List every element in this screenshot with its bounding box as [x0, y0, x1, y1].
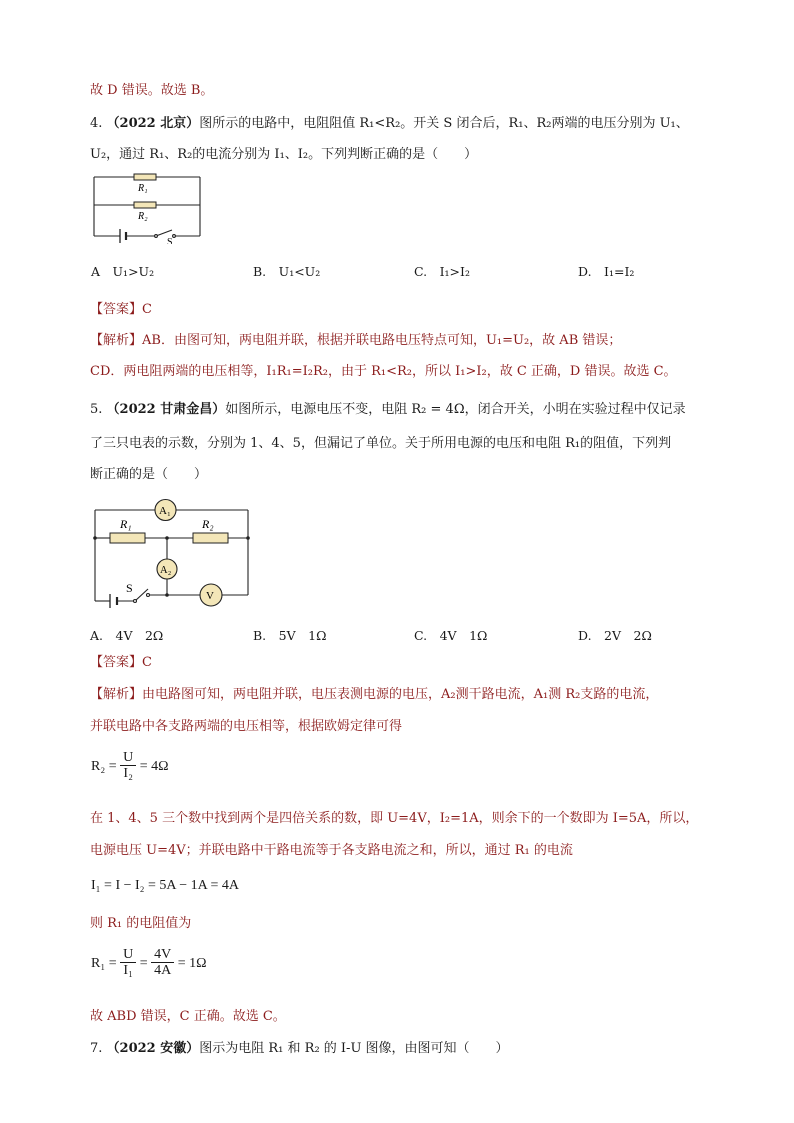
question-7-line-1: [90, 1042, 509, 1055]
label-a2: A₂: [160, 565, 172, 576]
conclusion-line: 故 D 错误。故选 B。: [90, 83, 214, 98]
denominator: 4A: [154, 963, 172, 979]
junction-dot: [165, 593, 169, 597]
explanation-line: 【解析】由电路图可知，两电阻并联，电压表测电源的电压，A₂测干路电流，A₁测 R₂支路的电流，: [90, 687, 659, 702]
resistor-r2: [134, 202, 156, 208]
explanation-line: 并联电路中各支路两端的电压相等，根据欧姆定律可得: [90, 719, 403, 734]
explanation-line: 电源电压 U=4V；并联电路中干路电流等于各支路电流之和，所以，通过 R₁ 的电流: [90, 843, 573, 858]
conclusion-line: 故 ABD 错误，C 正确。故选 C。: [90, 1009, 286, 1024]
equation-r2: [91, 750, 169, 783]
junction-dot: [246, 536, 250, 540]
answer-label: 【答案】C: [90, 302, 152, 317]
question-text: 如图所示，电源电压不变，电阻 R₂ = 4Ω，闭合开关，小明在实验过程中仅记录: [225, 402, 686, 417]
label-r1: R₁: [138, 183, 148, 194]
equation-lhs: R₁ =: [91, 955, 117, 971]
question-source-tag: （2022 北京）: [106, 116, 200, 131]
option-a: A U₁>U₂: [91, 264, 155, 279]
equation-i1: I₁ = I − I₂ = 5A − 1A = 4A: [91, 878, 240, 893]
question-text: 图所示的电路中，电阻阻值 R₁<R₂。开关 S 闭合后，R₁、R₂两端的电压分别为 U₁、: [199, 116, 689, 131]
resistor-r2: [193, 533, 228, 543]
numerator: U: [120, 750, 136, 766]
question-5-line-1: [90, 403, 686, 416]
battery-symbol: [110, 594, 117, 608]
label-r2: R₂: [138, 211, 148, 222]
question-source-tag: （2022 甘肃金昌）: [106, 402, 226, 417]
circuit-diagram-q4: [90, 172, 205, 244]
question-number: 7.: [90, 1041, 107, 1056]
question-number: 5.: [90, 402, 107, 417]
answer-label: 【答案】C: [90, 655, 152, 670]
explanation-line: 则 R₁ 的电阻值为: [90, 916, 192, 931]
question-5-line-3: 断正确的是（ ）: [90, 467, 208, 482]
option-b: B. U₁<U₂: [253, 264, 321, 279]
switch-symbol: [134, 589, 150, 603]
equation-rhs: = 4Ω: [139, 758, 169, 774]
explanation-line: CD．两电阻两端的电压相等，I₁R₁=I₂R₂，由于 R₁<R₂，所以 I₁>I₂，故 C 正确，D 错误。故选 C。: [90, 364, 677, 379]
circuit-diagram-q5: [90, 495, 255, 610]
equation-r1: [91, 947, 207, 980]
resistor-r1: [110, 533, 145, 543]
denominator: I₂: [123, 766, 133, 782]
junction-dot: [93, 536, 97, 540]
option-d: D. 2V 2Ω: [578, 628, 652, 643]
question-4-line-2: U₂，通过 R₁、R₂的电流分别为 I₁、I₂。下列判断正确的是（ ）: [90, 147, 478, 162]
option-c: C. 4V 1Ω: [414, 628, 488, 643]
equals-sign: =: [139, 955, 148, 971]
label-a1: A₁: [159, 505, 171, 517]
label-r2: R₂: [202, 517, 214, 531]
fraction: [120, 947, 136, 980]
option-d: D. I₁=I₂: [578, 264, 635, 279]
explanation-line: 【解析】AB．由图可知，两电阻并联，根据并联电路电压特点可知，U₁=U₂，故 AB 错误；: [90, 333, 622, 348]
label-switch: S: [126, 581, 133, 595]
fraction: [120, 750, 136, 783]
junction-dot: [165, 536, 169, 540]
numerator: 4V: [151, 947, 174, 963]
question-text: 图示为电阻 R₁ 和 R₂ 的 I-U 图像，由图可知（ ）: [199, 1041, 509, 1056]
label-switch: S: [167, 237, 173, 244]
option-b: B. 5V 1Ω: [253, 628, 327, 643]
equation-lhs: R₂ =: [91, 758, 117, 774]
resistor-r1: [134, 174, 156, 180]
denominator: I₁: [123, 963, 133, 979]
battery-symbol: [120, 229, 126, 243]
equation-rhs: = 1Ω: [177, 955, 207, 971]
label-r1: R₁: [120, 517, 132, 531]
option-c: C. I₁>I₂: [414, 264, 470, 279]
label-v: V: [206, 590, 214, 602]
option-a: A. 4V 2Ω: [90, 628, 164, 643]
numerator: U: [120, 947, 136, 963]
question-source-tag: （2022 安徽）: [106, 1041, 200, 1056]
fraction: [151, 947, 174, 980]
question-number: 4.: [90, 116, 107, 131]
question-5-line-2: 了三只电表的示数，分别为 1、4、5，但漏记了单位。关于所用电源的电压和电阻 R₁的阻值，下列判: [90, 436, 672, 451]
explanation-line: 在 1、4、5 三个数中找到两个是四倍关系的数，即 U=4V，I₂=1A，则余下的一个数即为 I=5A，所以，: [90, 811, 699, 826]
question-4-line-1: [90, 117, 689, 130]
